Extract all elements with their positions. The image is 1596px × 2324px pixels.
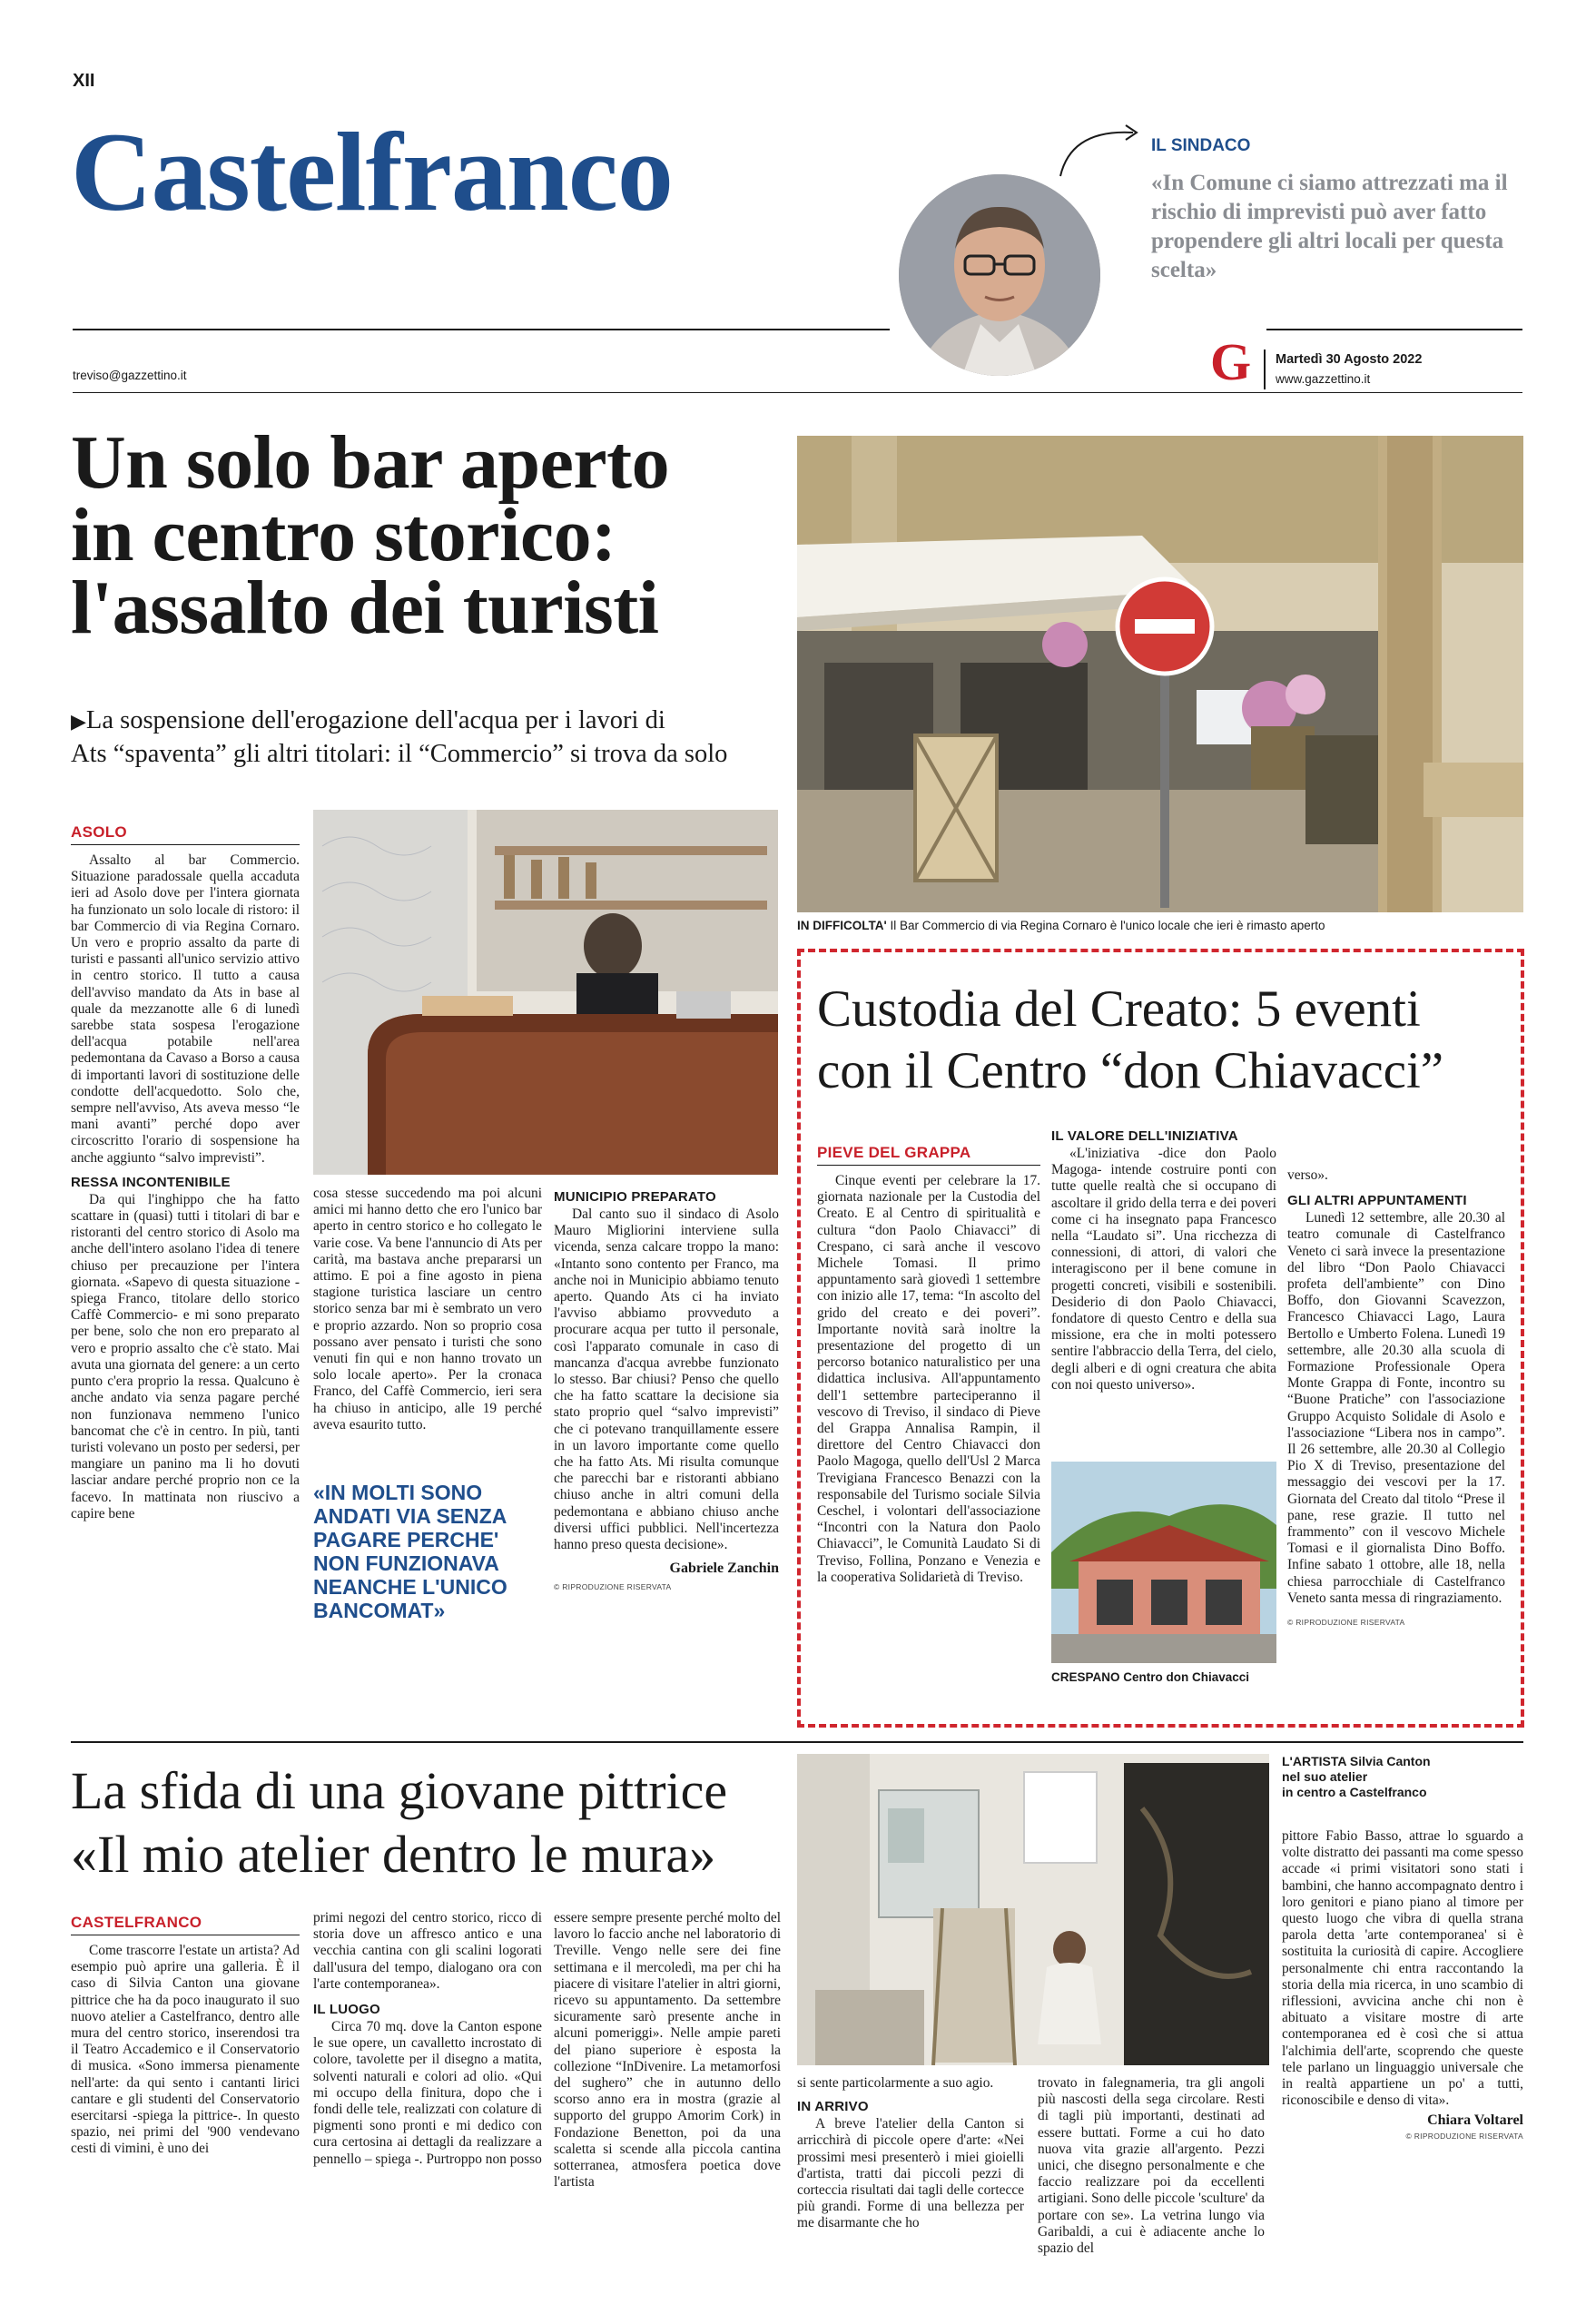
issue-date: Martedì 30 Agosto 2022 <box>1276 352 1423 367</box>
article3-col5-paragraph1: trovato in falegnameria, tra gli angoli più nascosti della sega circolare. Resti di tagli più importanti, destinati ad essere buttati. Forme a cui ho dato nuova vita grazie all'argento. Pezzi unici, che disegno personalmente e che faccio realizzare poi da eccellenti artigiani. Sono delle piccole 'sculture' da portare con se». La vetrina lungo via Garibaldi, a cui è adiacente anche lo spazio del <box>1038 2075 1265 2257</box>
article3-col2-paragraph2: Circa 70 mq. dove la Canton espone le sue opere, un cavalletto incrostato di colore, tavolette per il disegno a matita, solventi naturali e colori ad olio. «Qui mi occupo della finitura, dopo che i fondi delle tele, realizzati con colature di pigmenti sono pronti e mi dedico con cura certosina ai dettagli da realizzare a pennello – spiega -. Purtroppo non posso <box>313 2019 542 2167</box>
article3-col4-paragraph2: A breve l'atelier della Canton si arricchirà di piccole opere d'arte: «Nei prossimi mesi presenterò i miei gioielli d'artista, tratti dai piccoli pezzi di corteccia risultati dai tagli delle cortecce più grandi. Forme di una bellezza per me disarmante che ho <box>797 2116 1024 2231</box>
mayor-portrait <box>899 174 1100 376</box>
article1-col1-paragraph2: Da qui l'inghippo che ha fatto scattare in (quasi) tutti i titolari di bar e ristoranti del centro storico di Asolo ma anche dell'intero asolano l'idea di tenere chiuso per precauzione per l'intera giornata. «Sapevo di questa situazione -spiega Franco, titolare dello storico Caffè Commercio- e mi sono preparato per bene, solo che non ero preparato al vero e proprio assalto che c'è stato. Mai avuta una giornata del genere: a un certo punto c'era proprio la ressa. Qualcuno è anche andato via senza pagare perché non funzionava nemmeno l'unico bancomat che c'è in centro. In più, tanti turisti volevano un posto per sedersi, per mangiare un panino ma li ho dovuti lasciar andare perché proprio non ce la facevo. In mattinata non riuscivo a capire bene <box>71 1191 300 1521</box>
article1-deck <box>71 704 797 771</box>
article1-column2 <box>313 1186 542 1622</box>
article3-copyright: © RIPRODUZIONE RISERVATA <box>1405 2132 1523 2142</box>
article3-col4-subhead: IN ARRIVO <box>797 2099 869 2115</box>
article3-column6 <box>1282 1828 1523 2141</box>
article2-photo-caption <box>1051 1670 1276 1684</box>
article3-col1-paragraph1: Come trascorre l'estate un artista? Ad esempio può aprire una galleria. È il caso di Silvia Canton una giovane pittrice che ha da poco inaugurato il suo nuovo atelier a Castelfranco, dentro alle mura del centro storico, inserendosi tra il Teatro Accademico e il Conservatorio di musica. «Sono immersa pienamente nell'arte: da qui sento i cantanti lirici cantare e gli studenti del Conservatorio esercitarsi -spiega la pittrice-. In questo spazio, nei primi del '900 vendevano cesti di vimini, è uno dei <box>71 1943 300 2157</box>
article2-col3-paragraph1: Lunedì 12 settembre, alle 20.30 al teatro comunale di Castelfranco Veneto ci sarà invece la presentazione del libro “Don Paolo Chiavacci profeta dell'ambiente” con Dino Boffo, don Giovanni Scavezzon, Francesco Chiavacci Lago, Laura Bertollo e Umberto Folena. Lunedì 19 settembre, alle 20.30 alla scuola di Formazione Professionale Opera Monte Grappa di Fonte, incontro su “Buone Pratiche” con l'associazione Gruppo Acquisto Solidale di Asolo e l'associazione “Libera nos in campo”. Il 26 settembre, alle 20.30 al Collegio Pio X di Treviso, presentazione del messaggio dei vescovi per la 17. Giornata del Creato dal titolo “Prese il pane, rese grazie. Il tutto nel frammento” con il vescovo Michele Tomasi e il giornalista Dino Boffo. Infine sabato 1 ottobre, alle 18, nella chiesa parrocchiale di Castelfranco Veneto santa messa di ringraziamento. <box>1287 1210 1505 1606</box>
article2-col3-lead: verso». <box>1287 1167 1328 1183</box>
section-title: Castelfranco <box>71 110 673 234</box>
article3-col3-paragraph1: essere sempre presente perché molto del lavoro lo faccio anche nel laboratorio di Treville. Vengo nelle sere dei fine settimana e il mercoledì, ma per chi ha piacere di visitare l'atelier in altri giorni, ricevo su appuntamento. Da settembre sicuramente sarò presente anche in alcuni pomeriggi». Nelle ampie pareti del piano superiore è esposta la collezione “InDivenire. La metamorfosi del sughero” che in autunno dello scorso anno era in mostra (grazie al supporto del gruppo Amorim Cork) in Fondazione Benetton, poi da una scaletta si scende alla piccola cantina sotterranea, atmosfera poetica dove l'artista <box>554 1910 781 2191</box>
article2-photo-caption-text: Centro don Chiavacci <box>1123 1670 1250 1684</box>
article1-photo-caption <box>797 919 1523 932</box>
article1-col3-paragraph1: Dal canto suo il sindaco di Asolo Mauro Migliorini interviene sulla vicenda, senza calcare troppo la mano: «Intanto sono contento per Franco, ma anche noi in Municipio abbiamo tenuto aperto. Quando Ats ci ha inviato l'avviso abbiamo provveduto a procurare acqua per tutto il personale, così l'apparato comunale in caso di mancanza d'acqua avrebbe funzionato lo stesso. Bar chiusi? Penso che quello che ha fatto scattare la decisione sia stato proprio quel “salvo imprevisti” che ci potevano tranquillamente essere in un lavoro importante come quello che ha fatto Ats. Mi risulta comunque che parecchi bar e ristoranti abbiano chiuso anche in altri comuni della pedemontana e abbiano chiuso anche diversi uffici pubblici. Nell'incertezza hanno preso questa decisione». <box>554 1206 779 1553</box>
article1-deck-line1: La sospensione dell'erogazione dell'acqua per i lavori di <box>85 706 665 734</box>
article2-column1 <box>817 1144 1040 1586</box>
arrow-icon <box>1053 120 1144 183</box>
newspaper-site: www.gazzettino.it <box>1276 372 1371 386</box>
article2-photo-caption-label: CRESPANO <box>1051 1670 1120 1684</box>
article3-byline: Chiara Voltarel <box>1427 2112 1523 2129</box>
article1-column1 <box>71 823 300 1522</box>
article1-photo-caption-label: IN DIFFICOLTA' <box>797 919 887 932</box>
article2-headline <box>817 979 1443 1102</box>
article3-column3 <box>554 1910 781 2191</box>
article2-kicker: PIEVE DEL GRAPPA <box>817 1144 1040 1166</box>
article2-photo <box>1051 1462 1276 1663</box>
article2-copyright: © RIPRODUZIONE RISERVATA <box>1287 1618 1405 1628</box>
article3-column5 <box>1038 2075 1265 2257</box>
article2-column3 <box>1287 1167 1505 1627</box>
header-rule-left <box>73 329 890 330</box>
page-number: XII <box>73 71 95 91</box>
article2-headline-line1: Custodia del Creato: 5 eventi <box>817 980 1421 1038</box>
article3-photo <box>797 1754 1269 2065</box>
article2-col1-paragraph1: Cinque eventi per celebrare la 17. giornata nazionale per la Custodia del Creato. E al Centro di spiritualità e cultura “don Paolo Chiavacci” di Crespano, ci sarà anche il vescovo Michele Tomasi. Il primo appuntamento sarà giovedì 1 settembre con inizio alle 17, tema: “In ascolto del grido del creato e dei poveri”. Importante novità sarà inoltre la presentazione del progetto di un percorso botanico naturalistico per una didattica inclusiva. All'appuntamento dell'1 settembre parteciperanno il vescovo di Treviso, il sindaco di Pieve del Grappa Annalisa Rampin, il direttore del Centro Chiavacci don Paolo Magoga, quello dell'Usl 2 Marca Trevigiana Francesco Benazzi con la responsabile del Turismo sociale Silvia Ceschel, i volontari dell'associazione “Incontri con la Natura don Paolo Chiavacci”, le Comunità Laudato Si di Treviso, Follina, Ponzano e Venezia e la cooperativa Solidarietà di Treviso. <box>817 1173 1040 1585</box>
article1-pull-quote: «IN MOLTI SONO ANDATI VIA SENZA PAGARE PERCHE' NON FUNZIONAVA NEANCHE L'UNICO BANCOMAT» <box>313 1481 507 1623</box>
mayor-quote: «In Comune ci siamo attrezzati ma il rischio di imprevisti può aver fatto propendere gli altri locali per questa scelta» <box>1151 171 1508 282</box>
article1-column3 <box>554 1189 779 1591</box>
article1-headline-line1: Un solo bar aperto <box>71 420 670 505</box>
article1-bar-photo <box>313 810 778 1175</box>
article3-photo-caption <box>1282 1754 1523 1800</box>
triangle-icon: ▶ <box>71 710 86 733</box>
article3-photo-caption-line3: in centro a Castelfranco <box>1282 1785 1427 1799</box>
article2-col2-paragraph1: «L'iniziativa -dice don Paolo Magoga- intende costruire ponti con tutte quelle realtà che si occupano di ascoltare il grido della terra e dei poveri come ci ha insegnato papa Francesco nella “Laudato si”. Una ricchezza di connessioni, di attori, di valori che interagiscono per il bene comune in progetti concreti, visibili e sostenibili. Desiderio di don Paolo Chiavacci, fondatore di questo Centro e della sua missione, era che in molti potessero sentire l'abbraccio della Terra, del cielo, degli alberi e di ogni creatura che abita con noi questo universo». <box>1051 1146 1276 1393</box>
article1-headline-line2: in centro storico: <box>71 493 616 577</box>
article3-col6-paragraph1: pittore Fabio Basso, attrae lo sguardo a volte distratto dei passanti ma come spesso accade «i primi visitatori sono stati i bambini, che hanno accompagnato dentro i loro genitori e piano piano al timore per questo luogo che vibra di quella strana parola detta 'arte contemporanea' si è sostituita la curiosità di capire. Accogliere personalmente chi entra raccontando la storia della mia ricerca, in uno scambio di riflessioni, avvicina anche chi non è abituato a visitare mostre di arte contemporanea ed è così che si attua l'alchimia dell'arte, scoprendo che queste tele parlano un linguaggio universale che in realtà appartiene un po' a tutti, riconoscibile e denso di vita». <box>1282 1828 1523 2109</box>
mayor-label: IL SINDACO <box>1151 136 1251 155</box>
article1-photo-caption-text: Il Bar Commercio di via Regina Cornaro è l'unico locale che ieri è rimasto aperto <box>890 919 1325 932</box>
section-email: treviso@gazzettino.it <box>73 369 187 382</box>
newspaper-logo: G <box>1210 332 1252 391</box>
article3-photo-caption-line2: nel suo atelier <box>1282 1769 1368 1784</box>
article2-col3-subhead: GLI ALTRI APPUNTAMENTI <box>1287 1193 1467 1209</box>
article2-col2-subhead: IL VALORE DELL'INIZIATIVA <box>1051 1128 1238 1144</box>
article3-col2-subhead: IL LUOGO <box>313 2002 380 2018</box>
article1-copyright: © RIPRODUZIONE RISERVATA <box>554 1582 672 1592</box>
article1-deck-line2: Ats “spaventa” gli altri titolari: il “Commercio” si trova da solo <box>71 740 728 768</box>
article3-column1 <box>71 1914 300 2158</box>
article3-headline-line2: «Il mio atelier dentro le mura» <box>71 1825 716 1884</box>
email-rule <box>73 392 1522 393</box>
logo-divider <box>1264 350 1266 389</box>
article3-col2-paragraph1: primi negozi del centro storico, ricco di storia dove un affresco antico e una vecchia cantina con gli scalini logorati dall'usura del tempo, dialogano ora con l'arte contemporanea». <box>313 1910 542 1992</box>
article1-byline: Gabriele Zanchin <box>669 1561 779 1577</box>
article3-headline <box>71 1759 727 1886</box>
article3-headline-line1: La sfida di una giovane pittrice <box>71 1761 728 1820</box>
article1-kicker: ASOLO <box>71 823 300 845</box>
article3-col4-paragraph1: si sente particolarmente a suo agio. <box>797 2075 994 2091</box>
article3-kicker: CASTELFRANCO <box>71 1914 300 1935</box>
article2-headline-line2: con il Centro “don Chiavacci” <box>817 1042 1444 1099</box>
article1-col3-subhead: MUNICIPIO PREPARATO <box>554 1189 716 1205</box>
article1-headline <box>71 420 670 650</box>
article1-headline-line3: l'assalto dei turisti <box>71 566 659 650</box>
article3-photo-caption-line1: L'ARTISTA Silvia Canton <box>1282 1754 1431 1768</box>
article1-main-photo <box>797 436 1523 912</box>
article1-col1-paragraph1: Assalto al bar Commercio. Situazione paradossale quella accaduta ieri ad Asolo dove per l'intera giornata ha funzionato un solo locale di ristoro: il bar Commercio di via Regina Cornaro. Un vero e proprio assalto da parte di turisti e passanti all'unico servizio attivo in centro storico. Il tutto a causa dell'avviso mandato da Ats in base al quale da mezzanotte alle 6 di lunedì sarebbe stata sospesa l'erogazione dell'acqua potabile nell'area pedemontana da Cavaso a Borso a causa di importanti lavori di sostituzione delle condotte dell'acquedotto. Solo che, sempre nell'avviso, Ats aveva messo “le mani avanti” perché dopo aver circoscritto l'orario di sospensione ha anche aggiunto “salvo imprevisti”. <box>71 852 300 1166</box>
article2-column2 <box>1051 1128 1276 1393</box>
article3-top-rule <box>71 1741 1523 1743</box>
article1-col2-paragraph1: cosa stesse succedendo ma poi alcuni amici mi hanno detto che ero l'unico bar aperto in centro storico e ho collegato le varie cose. Va bene l'annuncio di Ats per carità, ma bastava anche prepararsi un attimo. E poi a fine agosto in piena stagione turistica lasciare un centro storico senza bar mi è sembrato un vero e proprio azzardo. Non so proprio cosa possano aver pensato i turisti che sono venuti fin qui e non hanno trovato un solo locale aperto». Per la cronaca Franco, del Caffè Commercio, ieri sera ha chiuso in anticipo, alle 19 perché aveva esaurito tutto. <box>313 1186 542 1433</box>
header-rule-right <box>1266 329 1522 330</box>
article3-column4 <box>797 2075 1024 2232</box>
article3-column2 <box>313 1910 542 2168</box>
article1-col1-subhead: RESSA INCONTENIBILE <box>71 1174 231 1190</box>
